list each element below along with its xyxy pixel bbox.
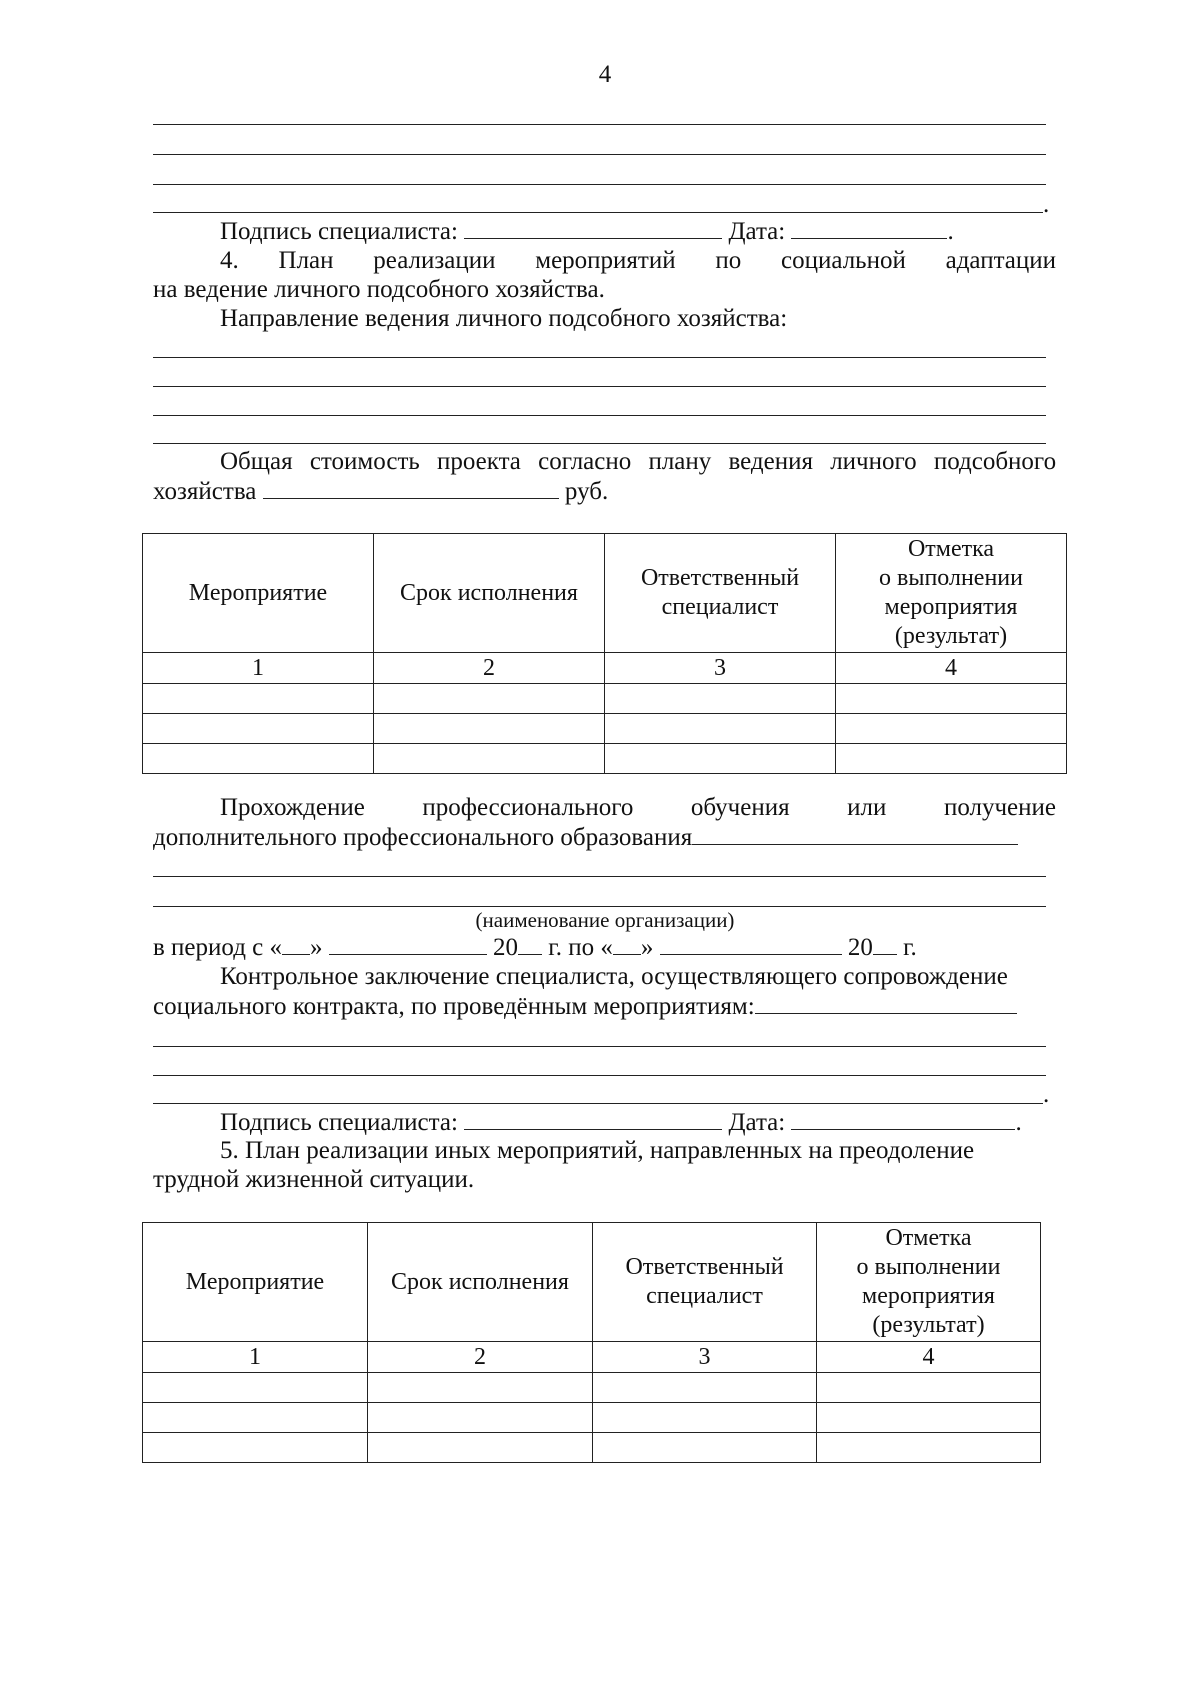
table-header-row xyxy=(143,1223,1041,1342)
blank-line xyxy=(153,1103,1043,1104)
table-row xyxy=(143,1373,1041,1403)
table-row xyxy=(143,714,1067,744)
line-end-dot: . xyxy=(1043,1081,1050,1108)
signature-label: Подпись специалиста: xyxy=(220,218,458,245)
month-from-field[interactable] xyxy=(329,932,487,955)
page-number: 4 xyxy=(598,61,612,88)
signature-line: Подпись специалиста: Дата: . xyxy=(220,218,954,245)
organization-field[interactable] xyxy=(692,822,1018,845)
section5-title-line2: трудной жизненной ситуации. xyxy=(153,1166,475,1193)
header-cell: Срок исполнения xyxy=(374,534,605,653)
table-row xyxy=(143,684,1067,714)
cost-line2: хозяйства руб. xyxy=(153,478,609,505)
blank-line xyxy=(153,124,1046,125)
conclusion-line2: социального контракта, по проведённым мероприятиям: xyxy=(153,991,1017,1022)
date-field[interactable] xyxy=(791,1107,1015,1130)
number-cell: 4 xyxy=(836,653,1067,684)
plan-table-section4 xyxy=(142,533,1067,774)
date-field[interactable] xyxy=(791,216,947,239)
blank-line xyxy=(153,154,1046,155)
number-cell: 2 xyxy=(374,653,605,684)
blank-line xyxy=(153,415,1046,416)
blank-line xyxy=(153,1075,1046,1076)
section4-title-line2: на ведение личного подсобного хозяйства. xyxy=(153,276,605,303)
organization-caption: (наименование организации) xyxy=(475,908,735,932)
year-to-field[interactable] xyxy=(873,932,897,955)
blank-line xyxy=(153,184,1046,185)
section5-title-line1: 5. План реализации иных мероприятий, направленных на преодоление xyxy=(220,1137,975,1164)
direction-label: Направление ведения личного подсобного хозяйства: xyxy=(220,305,788,332)
date-label: Дата: xyxy=(728,218,786,245)
number-cell: 1 xyxy=(143,653,374,684)
table-header-row xyxy=(143,534,1067,653)
header-cell: Ответственный специалист xyxy=(593,1223,817,1342)
table-row xyxy=(143,1403,1041,1433)
section4-title-line1: 4. План реализации мероприятий по социальной адаптации xyxy=(220,247,1057,274)
blank-line xyxy=(153,357,1046,358)
number-cell: 3 xyxy=(605,653,836,684)
training-line2: дополнительного профессионального образования xyxy=(153,822,1018,853)
signature-field[interactable] xyxy=(464,1107,722,1130)
number-cell: 1 xyxy=(143,1342,368,1373)
plan-table-section5 xyxy=(142,1222,1041,1463)
cost-field[interactable] xyxy=(263,476,559,499)
training-line1: Прохождение профессионального обучения или получение xyxy=(220,794,1057,821)
table-number-row xyxy=(143,1342,1041,1373)
cost-line1: Общая стоимость проекта согласно плану ведения личного подсобного xyxy=(220,448,1057,475)
blank-line xyxy=(153,212,1043,213)
date-label: Дата: xyxy=(728,1109,786,1136)
table-row xyxy=(143,744,1067,774)
conclusion-line1: Контрольное заключение специалиста, осуществляющего сопровождение xyxy=(220,963,1008,990)
signature-label: Подпись специалиста: xyxy=(220,1109,458,1136)
day-to-field[interactable] xyxy=(613,932,641,955)
number-cell: 2 xyxy=(368,1342,593,1373)
table-row xyxy=(143,1433,1041,1463)
blank-line xyxy=(153,1046,1046,1047)
conclusion-field[interactable] xyxy=(755,991,1017,1014)
year-from-field[interactable] xyxy=(518,932,542,955)
blank-line xyxy=(153,876,1046,877)
number-cell: 3 xyxy=(593,1342,817,1373)
header-cell: Ответственный специалист xyxy=(605,534,836,653)
number-cell: 4 xyxy=(817,1342,1041,1373)
header-cell: Мероприятие xyxy=(143,1223,368,1342)
line-end-dot: . xyxy=(1043,191,1050,218)
header-cell: Отметка о выполнении мероприятия (результат) xyxy=(817,1223,1041,1342)
signature-line: Подпись специалиста: Дата: . xyxy=(220,1109,1022,1136)
header-cell: Срок исполнения xyxy=(368,1223,593,1342)
period-line: в период с « » 20 г. по « » 20 г. xyxy=(153,934,917,961)
day-from-field[interactable] xyxy=(282,932,310,955)
header-cell: Мероприятие xyxy=(143,534,374,653)
blank-line xyxy=(153,443,1046,444)
signature-field[interactable] xyxy=(464,216,722,239)
month-to-field[interactable] xyxy=(660,932,842,955)
header-cell: Отметка о выполнении мероприятия (результат) xyxy=(836,534,1067,653)
table-number-row xyxy=(143,653,1067,684)
blank-line xyxy=(153,386,1046,387)
